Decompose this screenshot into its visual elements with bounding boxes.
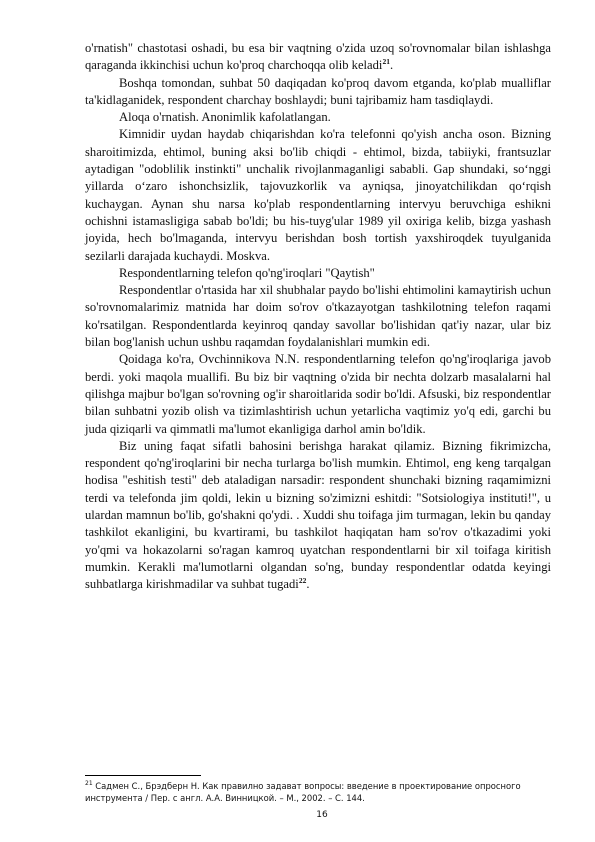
page-number: 16 xyxy=(316,810,328,820)
footnote-ref-21[interactable]: 21 xyxy=(382,57,390,67)
footnote-divider xyxy=(85,775,201,776)
paragraph-1: o'rnatish" chastotasi oshadi, bu esa bir vaqtning o'zida uzoq so'rovnomalar bilan ishlashga qaraganda ikkinchisi uchun ko'proq charchoqqa olib keladi$^{21}$. xyxy=(85,41,551,73)
paragraph-text: Biz uning faqat sifatli bahosini berishga harakat qilamiz. Bizning fikrimizcha, respondent qo'ng'iroqlarini bir necha turlarga bo'lish mumkin. Ehtimol, eng keng tarqalgan hodisa "eshitish testi" deb ataladigan narsadir: respondent shunchaki bizning raqamimizni terdi va telefonda jim qoldi, lekin u bizning so'zimizni eshitdi: "Sotsiologiya instituti!", u ulardan mamnun bo'lib, go'shakni qo'ydi. . Xuddi shu toifaga jim turmagan, lekin bu qanday tashkilot ekanligini, bu kvartirami, bu tashkilot haqiqatan ham so'rov o'tkazadimi yoki yo'qmi va hokazolarni so'ragan kamroq uyatchan respondentlarni bir xil toifaga kiritish mumkin. Kerakli ma'lumotlarni olgandan so'ng, bunday respondentlar odatda keyingi suhbatlarga kirishmadilar va suhbat tugadi xyxy=(85,438,551,592)
paragraph-8: Biz uning faqat sifatli bahosini berishga harakat qilamiz. Bizning fikrimizcha, respondent qo'ng'iroqlarini bir necha turlarga bo'lish mumkin. Ehtimol, eng keng tarqalgan hodisa "eshitish testi" deb ataladigan narsadir: respondent shunchaki bizning raqamimizni terdi va telefonda jim qoldi, lekin u bizning so'zimizni eshitdi: "Sotsiologiya instituti!", u ulardan mamnun bo'lib, go'shakni qo'ydi. . Xuddi shu toifaga jim turmagan, lekin bu qanday tashkilot ekanligini, bu kvartirami, bu tashkilot haqiqatan ham so'rov o'tkazadimi yoki yo'qmi va hokazolarni so'ragan kamroq uyatchan respondentlarni bir xil toifaga kiritish mumkin. Kerakli ma'lumotlarni olgandan so'ng, bunday respondentlar odatda keyingi suhbatlarga kirishmadilar va suhbat tugadi$^{22}$. xyxy=(85,438,551,592)
section-heading-phone-calls: Respondentlarning telefon qo'ng'iroqlari "Qaytish" xyxy=(119,265,375,280)
paragraph-text: o'rnatish" chastotasi oshadi, bu esa bir vaqtning o'zida uzoq so'rovnomalar bilan ishlashga qaraganda ikkinchisi uchun ko'proq charchoqqa olib keladi xyxy=(85,41,551,73)
footnote-marker: 21 xyxy=(85,780,93,788)
section-heading-contact: Aloqa o'rnatish. Anonimlik kafolatlangan. xyxy=(119,110,331,125)
footnote-ref-22[interactable]: 22 xyxy=(298,576,307,586)
page-body xyxy=(85,40,551,594)
paragraph-2: Boshqa tomondan, suhbat 50 daqiqadan ko'proq davom etganda, ko'plab mualliflar ta'kidlaganidek, respondent charchay boshlaydi; buni tajribamiz ham tasdiqlaydi. xyxy=(85,75,551,107)
paragraph-7: Qoidaga ko'ra, Ovchinnikova N.N. respondentlarning telefon qo'ng'iroqlariga javob berdi. yoki maqola muallifi. Bu biz bir vaqtning o'zida bir nechta dolzarb masalalarni hal qilishga majbur bo'lgan so'rovning og'ir sharoitlarida sodir bo'ldi. Afsuski, biz respondentlar bilan suhbatni yozib olish va tizimlashtirish uchun yetarlicha vaqtimiz yo'q edi, garchi bu juda qiziqarli va qimmatli ma'lumot ekanligiga darhol amin bo'ldik. xyxy=(85,352,551,436)
paragraph-6: Respondentlar o'rtasida har xil shubhalar paydo bo'lishi ehtimolini kamaytirish uchun so'rovnomalarimiz matnida har doim so'rov o'tkazayotgan tashkilotning telefon raqami ko'rsatilgan. Respondentlarda keyinroq qanday savollar bo'lishidan qat'iy nazar, ular biz bilan bog'lanish uchun ushbu raqamdan foydalanishlari mumkin edi. xyxy=(85,283,551,350)
paragraph-4: Kimnidir uydan haydab chiqarishdan ko'ra telefonni qo'yish ancha oson. Bizning sharoitimizda, ehtimol, buning aksi bo'lib chiqdi - ehtimol, bizda, tabiiyki, frantsuzlar aytadigan "odoblilik instinkti" unchalik rivojlanmaganligi sababli. Gap shundaki, so‘nggi yillarda o‘zaro ishonchsizlik, tajovuzkorlik va ayniqsa, jinoyatchilikdan qo‘rqish kuchaygan. Aynan shu narsa ko'plab respondentlarning intervyu beruvchiga eshikni ochishni istamasligiga sabab bo'ldi; bu his-tuyg'ular 1989 yil oxiriga kelib, bizga yashash joyida, hech bo'lmaganda, intervyu berishdan bosh tortish yaxshiroqdek tuyulganida sezilarli darajada kuchaydi. Moskva. xyxy=(85,127,551,263)
footnote-text: Садмен С., Брэдберн Н. Как правилно задават вопросы: введение в проектирование опросного инструмента / Пер. с англ. А.А. Винницкой. – М., 2002. – С. 144. xyxy=(85,781,521,804)
footnote-21 xyxy=(85,780,551,804)
